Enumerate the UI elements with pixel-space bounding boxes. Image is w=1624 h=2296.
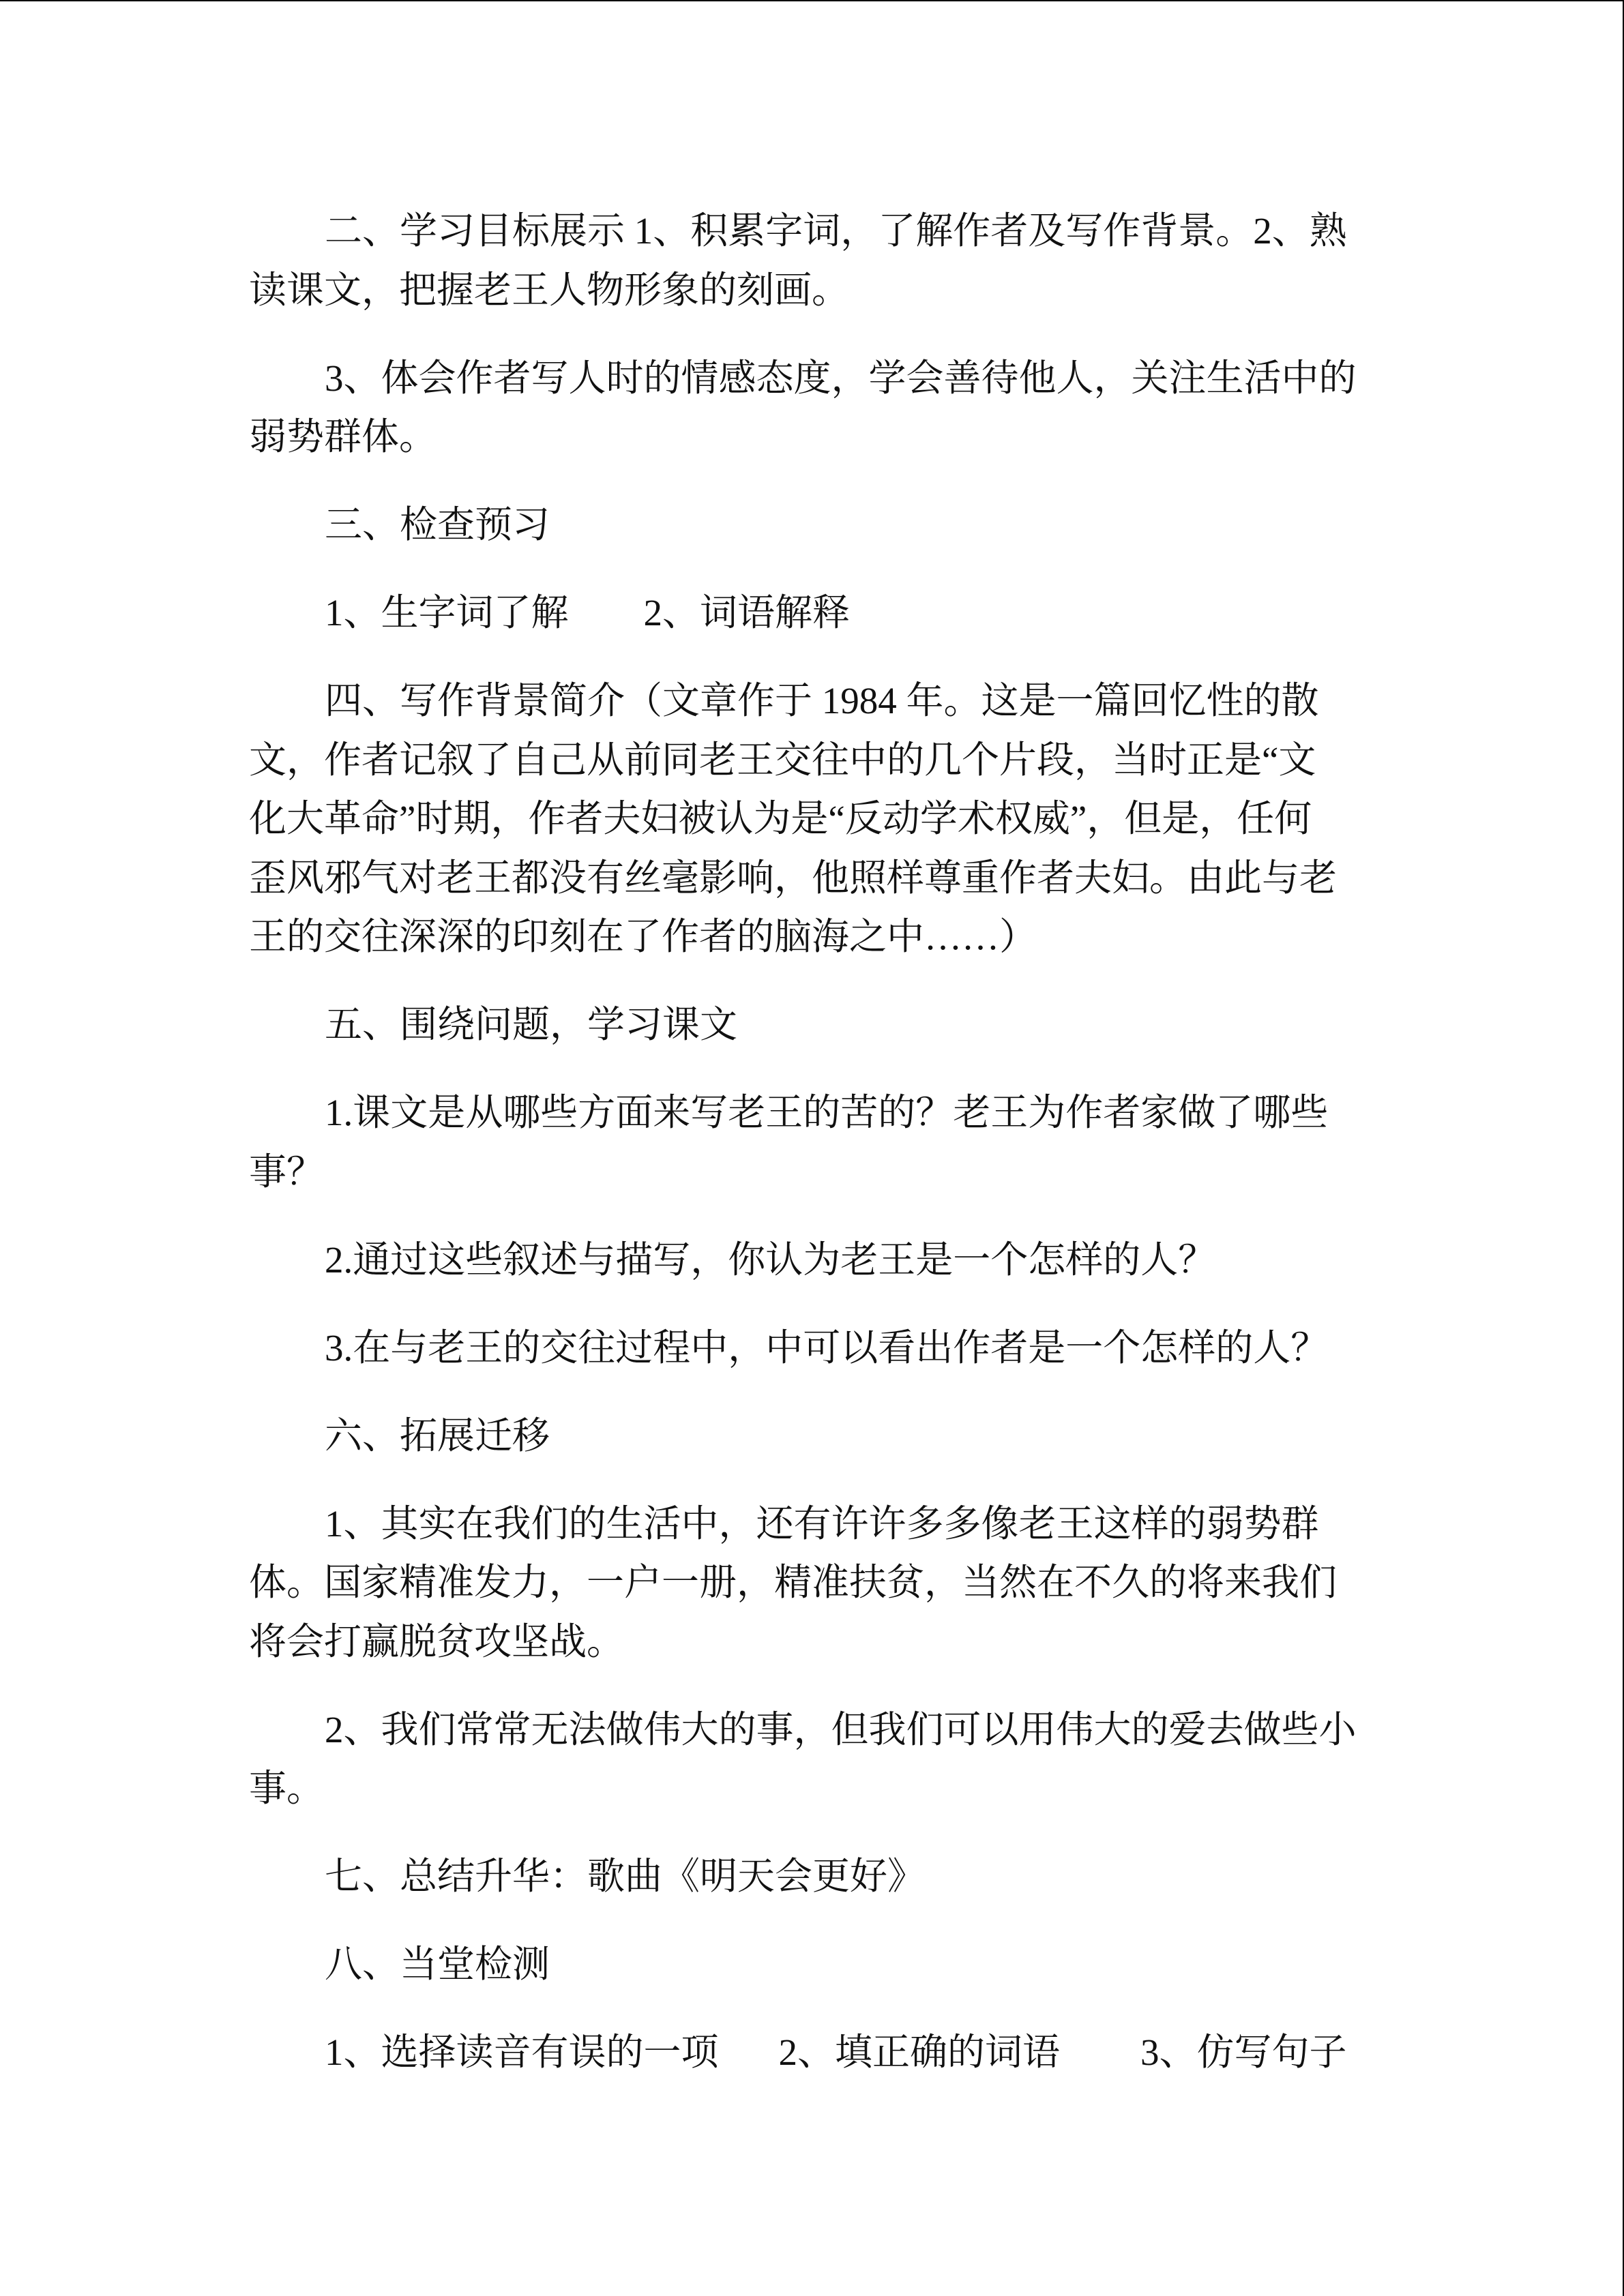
text-line: 将会打赢脱贫攻坚战。 — [249, 1620, 625, 1663]
section-heading: 五、围绕问题，学习课文 — [325, 1004, 738, 1045]
section-heading: 三、检查预习 — [325, 504, 550, 546]
heading-summary — [249, 1847, 1395, 1907]
heading-study-text — [249, 996, 1395, 1055]
text-line: 1.课文是从哪些方面来写老王的苦的？老王为作者家做了哪些 — [325, 1092, 1329, 1133]
paragraph-preview-items — [249, 584, 1395, 643]
heading-in-class-test — [249, 1935, 1395, 1995]
text-line — [249, 584, 1395, 643]
text-line: 二、学习目标展示 1、积累字词，了解作者及写作背景。2、熟 — [325, 210, 1347, 252]
text-line: 弱势群体。 — [249, 416, 437, 458]
preview-item: 2、词语解释 — [643, 592, 851, 633]
document-body — [249, 202, 1395, 2083]
paragraph-writing-background — [249, 672, 1395, 967]
test-item: 3、仿写句子 — [1140, 2031, 1347, 2073]
text-line: 化大革命”时期，作者夫妇被认为是“反动学术权威”，但是，任何 — [249, 798, 1312, 839]
paragraph-extension-2 — [249, 1701, 1395, 1819]
text-line: 2、我们常常无法做伟大的事，但我们可以用伟大的爱去做些小 — [325, 1708, 1357, 1750]
preview-item: 1、生字词了解 — [325, 592, 569, 633]
section-heading: 七、总结升华：歌曲《明天会更好》 — [325, 1855, 926, 1897]
paragraph-learning-goals — [249, 202, 1395, 320]
question-1 — [249, 1084, 1395, 1202]
section-heading: 六、拓展迁移 — [325, 1414, 550, 1457]
text-line: 事。 — [249, 1768, 325, 1809]
text-line: 2.通过这些叙述与描写，你认为老王是一个怎样的人？ — [325, 1238, 1216, 1281]
text-line: 体。国家精准发力，一户一册，精准扶贫，当然在不久的将来我们 — [249, 1562, 1338, 1603]
test-item: 1、选择读音有误的一项 — [325, 2031, 719, 2073]
text-line — [249, 2023, 1395, 2083]
text-line: 王的交往深深的印刻在了作者的脑海之中……） — [249, 916, 1037, 957]
text-line: 文，作者记叙了自己从前同老王交往中的几个片段，当时正是“文 — [249, 739, 1316, 781]
section-heading: 八、当堂检测 — [325, 1943, 550, 1985]
heading-extension — [249, 1407, 1395, 1466]
question-3 — [249, 1319, 1395, 1378]
heading-check-preview — [249, 496, 1395, 555]
text-line: 四、写作背景简介（文章作于 1984 年。这是一篇回忆性的散 — [325, 680, 1319, 721]
question-2 — [249, 1231, 1395, 1290]
paragraph-test-items — [249, 2023, 1395, 2083]
text-line: 歪风邪气对老王都没有丝毫影响，他照样尊重作者夫妇。由此与老 — [249, 856, 1338, 899]
text-line: 1、其实在我们的生活中，还有许许多多像老王这样的弱势群 — [325, 1502, 1319, 1545]
text-line: 事？ — [249, 1150, 325, 1193]
paragraph-learning-goal-3 — [249, 349, 1395, 467]
text-line: 3.在与老王的交往过程中，中可以看出作者是一个怎样的人？ — [325, 1326, 1329, 1369]
test-item: 2、填正确的词语 — [778, 2031, 1061, 2073]
text-line: 3、体会作者写人时的情感态度，学会善待他人，关注生活中的 — [325, 357, 1357, 399]
text-line: 读课文，把握老王人物形象的刻画。 — [249, 269, 850, 311]
paragraph-extension-1 — [249, 1495, 1395, 1672]
